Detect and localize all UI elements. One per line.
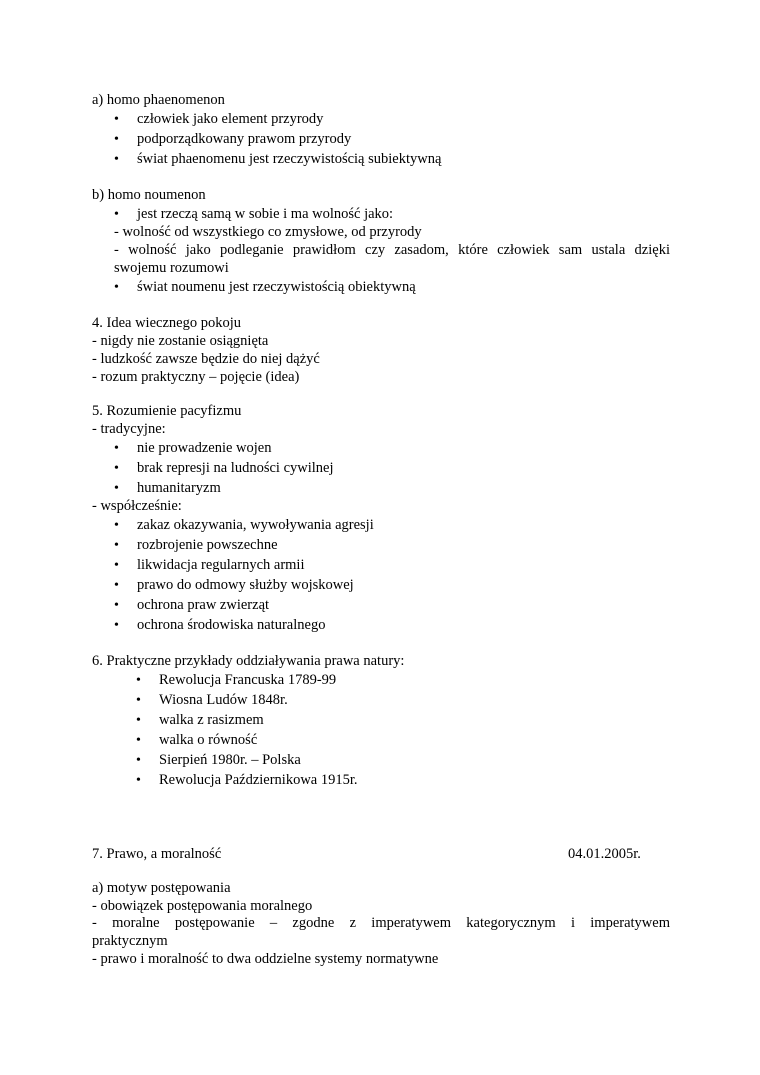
bullet-icon: • — [136, 773, 141, 788]
bullet-text: rozbrojenie powszechne — [137, 537, 278, 553]
dash-line: - obowiązek postępowania moralnego — [92, 898, 313, 914]
traditional-label: - tradycyjne: — [92, 421, 166, 437]
bullet-text: podporządkowany prawom przyrody — [137, 131, 352, 147]
bullet-text: zakaz okazywania, wywoływania agresji — [137, 517, 374, 533]
bullet-text: walka z rasizmem — [159, 712, 264, 728]
dash-line: - moralne postępowanie – zgodne z imperatywem kategorycznym i imperatywem — [92, 915, 670, 931]
bullet-text: Sierpień 1980r. – Polska — [159, 752, 301, 768]
dash-line: - prawo i moralność to dwa oddzielne systemy normatywne — [92, 951, 439, 967]
dash-line-continuation: praktycznym — [92, 933, 168, 949]
bullet-icon: • — [114, 280, 119, 295]
dash-line: - ludzkość zawsze będzie do niej dążyć — [92, 351, 320, 367]
bullet-text: brak represji na ludności cywilnej — [137, 460, 334, 476]
bullet-text: nie prowadzenie wojen — [137, 440, 272, 456]
bullet-text: walka o równość — [159, 732, 258, 748]
bullet-icon: • — [136, 753, 141, 768]
bullet-icon: • — [114, 152, 119, 167]
bullet-text: Rewolucja Francuska 1789-99 — [159, 672, 337, 688]
bullet-icon: • — [114, 132, 119, 147]
bullet-text: Rewolucja Październikowa 1915r. — [159, 772, 358, 788]
section-heading-pacyfizm: 5. Rozumienie pacyfizmu — [92, 403, 242, 419]
bullet-icon: • — [114, 518, 119, 533]
bullet-icon: • — [114, 558, 119, 573]
section-heading-prawo-moralnosc: 7. Prawo, a moralność — [92, 846, 222, 862]
bullet-icon: • — [136, 693, 141, 708]
bullet-text: prawo do odmowy służby wojskowej — [137, 577, 354, 593]
bullet-icon: • — [114, 441, 119, 456]
bullet-icon: • — [136, 673, 141, 688]
dash-line: - wolność od wszystkiego co zmysłowe, od przyrody — [114, 224, 422, 240]
modern-label: - współcześnie: — [92, 498, 182, 514]
dash-line: - wolność jako podleganie prawidłom czy zasadom, które człowiek sam ustala dzięki — [114, 242, 670, 258]
bullet-text: świat phaenomenu jest rzeczywistością subiektywną — [137, 151, 442, 167]
bullet-icon: • — [114, 598, 119, 613]
bullet-icon: • — [114, 538, 119, 553]
section-heading-homo-phaenomenon: a) homo phaenomenon — [92, 92, 225, 108]
bullet-icon: • — [114, 618, 119, 633]
bullet-text: Wiosna Ludów 1848r. — [159, 692, 288, 708]
subheading-motyw: a) motyw postępowania — [92, 880, 231, 896]
section-heading-prawo-natury: 6. Praktyczne przykłady oddziaływania prawa natury: — [92, 653, 405, 669]
bullet-icon: • — [114, 112, 119, 127]
bullet-text: ochrona środowiska naturalnego — [137, 617, 326, 633]
dash-line-continuation: swojemu rozumowi — [114, 260, 229, 276]
bullet-text: jest rzeczą samą w sobie i ma wolność jako: — [137, 206, 394, 222]
dash-line: - nigdy nie zostanie osiągnięta — [92, 333, 269, 349]
bullet-text: człowiek jako element przyrody — [137, 111, 324, 127]
bullet-text: świat noumenu jest rzeczywistością obiektywną — [137, 279, 416, 295]
bullet-text: likwidacja regularnych armii — [137, 557, 305, 573]
document-date: 04.01.2005r. — [568, 846, 641, 862]
section-heading-idea-pokoju: 4. Idea wiecznego pokoju — [92, 315, 241, 331]
section-heading-homo-noumenon: b) homo noumenon — [92, 187, 206, 203]
dash-line: - rozum praktyczny – pojęcie (idea) — [92, 369, 300, 385]
bullet-text: humanitaryzm — [137, 480, 221, 496]
bullet-text: ochrona praw zwierząt — [137, 597, 270, 613]
bullet-icon: • — [136, 733, 141, 748]
bullet-icon: • — [114, 207, 119, 222]
bullet-icon: • — [114, 481, 119, 496]
bullet-icon: • — [114, 461, 119, 476]
bullet-icon: • — [114, 578, 119, 593]
bullet-icon: • — [136, 713, 141, 728]
